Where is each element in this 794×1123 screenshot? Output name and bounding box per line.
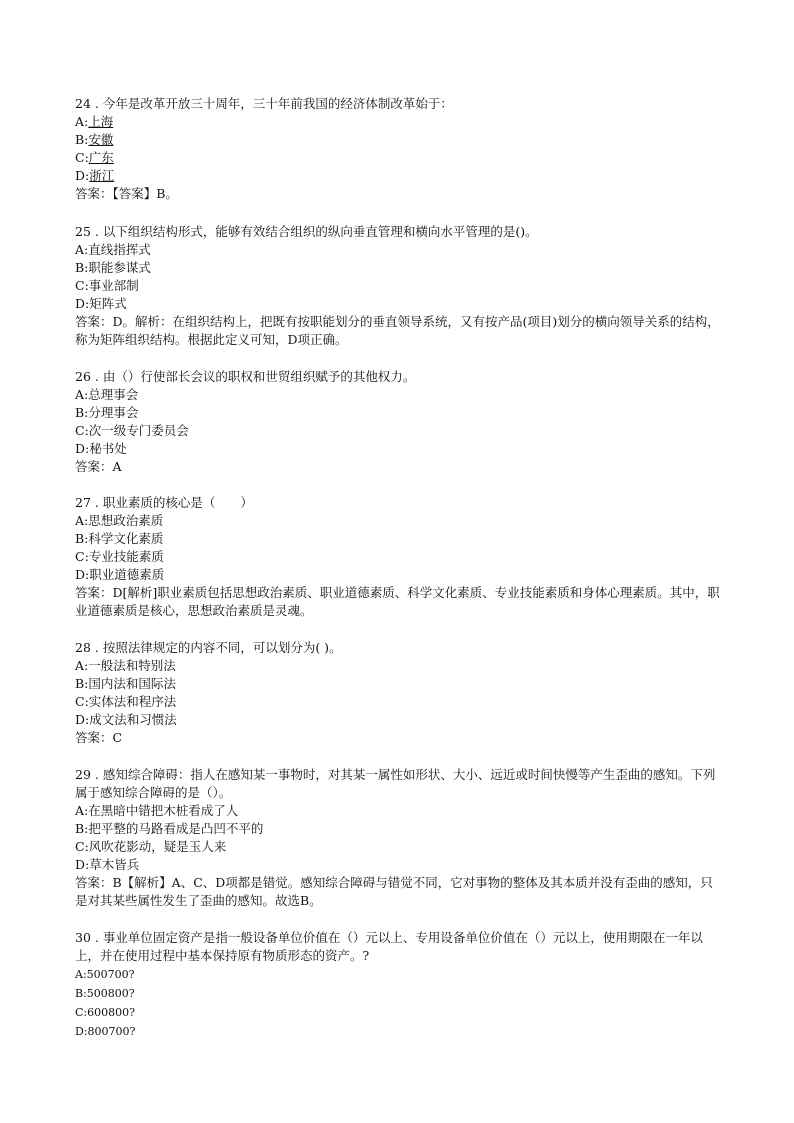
option-d: D:秘书处 — [75, 441, 127, 456]
option-d: D:800700? — [75, 1025, 136, 1038]
option-a: A:思想政治素质 — [75, 513, 164, 528]
question-28 — [75, 639, 725, 747]
option-b: B:分理事会 — [75, 405, 139, 420]
option-c: C:600800? — [75, 1006, 136, 1019]
question-29 — [75, 766, 725, 910]
answer: 答案：A — [75, 459, 122, 474]
answer: 答案：B【解析】A、C、D项都是错觉。感知综合障碍与错觉不同，它对事物的整体及其本质并没有歪曲的感知，只是对其某些属性发生了歪曲的感知。故选B。 — [75, 875, 713, 908]
option-c: C:广东 — [75, 150, 114, 165]
option-d: D:浙江 — [75, 168, 115, 183]
option-b: B:科学文化素质 — [75, 531, 164, 546]
option-a: A:在黑暗中错把木桩看成了人 — [75, 803, 239, 818]
question-30 — [75, 929, 725, 1041]
option-c: C:实体法和程序法 — [75, 694, 177, 709]
question-24 — [75, 95, 725, 203]
option-b: B:500800? — [75, 987, 135, 1000]
question-stem: 25 . 以下组织结构形式，能够有效结合组织的纵向垂直管理和横向水平管理的是()。 — [75, 224, 538, 239]
question-26 — [75, 368, 725, 476]
option-a: A:总理事会 — [75, 387, 139, 402]
option-a: A:直线指挥式 — [75, 242, 151, 257]
option-c: C:次一级专门委员会 — [75, 423, 189, 438]
answer: 答案：C — [75, 730, 123, 745]
option-a: A:上海 — [75, 114, 114, 129]
option-b: B:把平整的马路看成是凸凹不平的 — [75, 821, 264, 836]
question-25 — [75, 223, 725, 349]
answer: 答案：【答案】B。 — [75, 186, 178, 201]
question-stem: 27 . 职业素质的核心是（ ） — [75, 495, 253, 510]
option-b: B:安徽 — [75, 132, 114, 147]
option-b: B:职能参谋式 — [75, 260, 151, 275]
option-a: A:一般法和特别法 — [75, 658, 176, 673]
answer: 答案：D。解析：在组织结构上，把既有按职能划分的垂直领导系统，又有按产品(项目)划分的横向领导关系的结构，称为矩阵组织结构。根据此定义可知，D项正确。 — [75, 314, 720, 347]
option-a: A:500700? — [75, 968, 135, 981]
question-stem: 24 . 今年是改革开放三十周年，三十年前我国的经济体制改革始于： — [75, 96, 453, 111]
option-c: C:风吹花影动，疑是玉人来 — [75, 839, 227, 854]
option-d: D:草木皆兵 — [75, 857, 140, 872]
question-stem: 29 . 感知综合障碍：指人在感知某一事物时，对其某一属性如形状、大小、远近或时间快慢等产生歪曲的感知。下列属于感知综合障碍的是（）。 — [75, 767, 716, 800]
question-27 — [75, 494, 725, 620]
question-stem: 28 . 按照法律规定的内容不同，可以划分为( )。 — [75, 640, 342, 655]
option-c: C:专业技能素质 — [75, 549, 164, 564]
option-b: B:国内法和国际法 — [75, 676, 176, 691]
question-stem: 30 . 事业单位固定资产是指一般设备单位价值在（）元以上、专用设备单位价值在（）元以上，使用期限在一年以上，并在使用过程中基本保持原有物质形态的资产。? — [75, 930, 703, 963]
option-d: D:成文法和习惯法 — [75, 712, 177, 727]
option-c: C:事业部制 — [75, 278, 139, 293]
option-d: D:矩阵式 — [75, 296, 127, 311]
answer: 答案：D[解析]职业素质包括思想政治素质、职业道德素质、科学文化素质、专业技能素质和身体心理素质。其中，职业道德素质是核心，思想政治素质是灵魂。 — [75, 585, 720, 618]
question-stem: 26 . 由（）行使部长会议的职权和世贸组织赋予的其他权力。 — [75, 369, 416, 384]
option-d: D:职业道德素质 — [75, 567, 165, 582]
